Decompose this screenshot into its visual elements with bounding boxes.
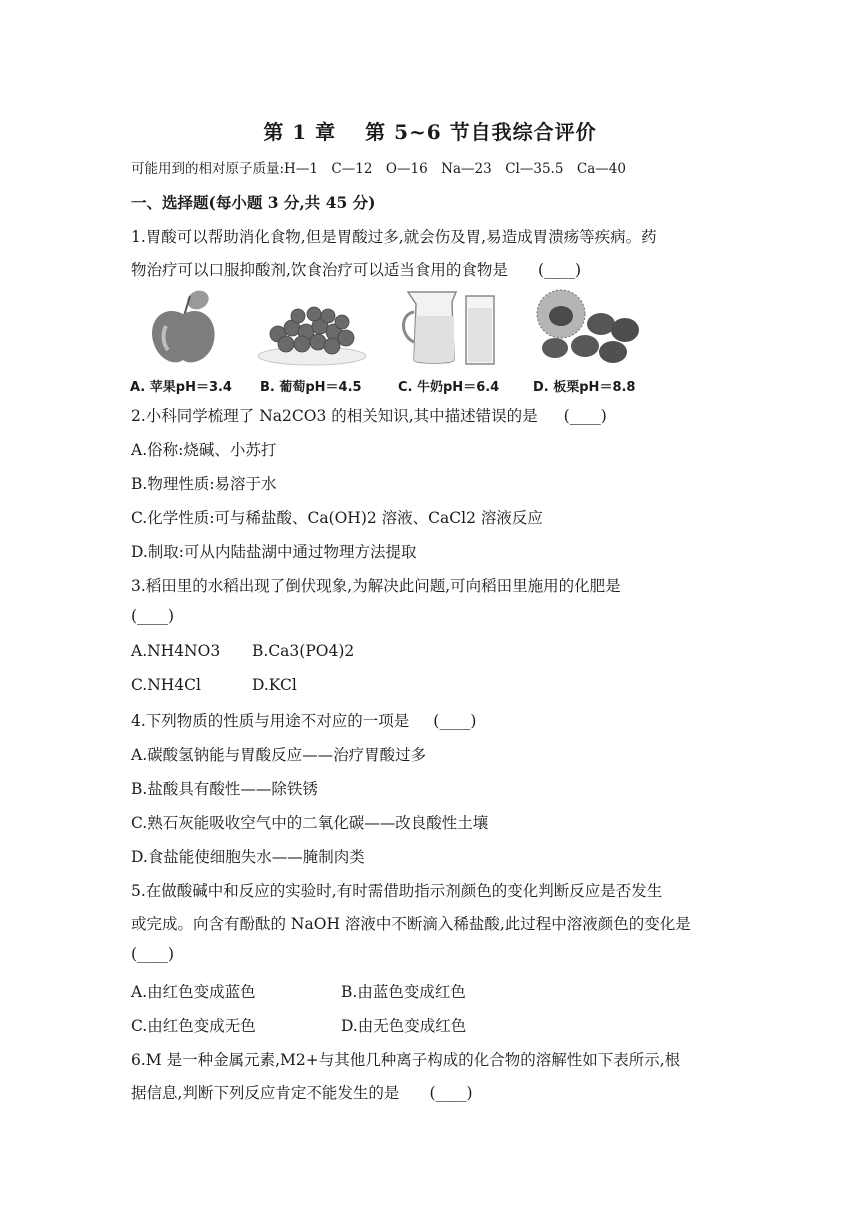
answer-blank[interactable]: (____) — [131, 607, 175, 625]
grapes-icon — [256, 286, 368, 366]
q4-stem — [131, 709, 476, 731]
section-heading: 一、选择题(每小题 3 分,共 45 分) — [131, 193, 376, 212]
q1-stem-text: 物治疗可以口服抑酸剂,饮食治疗可以适当食用的食物是 — [131, 261, 508, 279]
chestnut-icon — [533, 286, 643, 366]
q1-option-images — [128, 286, 648, 396]
answer-blank[interactable]: (____) — [563, 407, 607, 425]
q3-stem: 3.稻田里的水稻出现了倒伏现象,为解决此问题,可向稻田里施用的化肥是 — [131, 577, 621, 595]
q5-option-d[interactable]: D.由无色变成红色 — [341, 1017, 467, 1035]
q3-option-b[interactable]: B.Ca3(PO4)2 — [252, 642, 355, 660]
q2-stem-text: 2.小科同学梳理了 Na2CO3 的相关知识,其中描述错误的是 — [131, 407, 538, 425]
q5-option-b[interactable]: B.由蓝色变成红色 — [341, 983, 466, 1001]
atomic-mass-note: 可能用到的相对原子质量:H—1 C—12 O—16 Na—23 Cl—35.5 Ca—40 — [131, 161, 626, 177]
q4-option-a[interactable]: A.碳酸氢钠能与胃酸反应——治疗胃酸过多 — [131, 746, 427, 764]
q6-stem-line1: 6.M 是一种金属元素,M2+与其他几种离子构成的化合物的溶解性如下表所示,根 — [131, 1051, 681, 1069]
q1-stem-line1: 1.胃酸可以帮助消化食物,但是胃酸过多,就会伤及胃,易造成胃溃疡等疾病。药 — [131, 228, 657, 246]
q5-stem-line1: 5.在做酸碱中和反应的实验时,有时需借助指示剂颜色的变化判断反应是否发生 — [131, 882, 663, 900]
q4-stem-text: 4.下列物质的性质与用途不对应的一项是 — [131, 712, 410, 730]
q1-option-d[interactable]: D. 板栗pH＝8.8 — [533, 380, 636, 395]
answer-blank[interactable]: (____) — [537, 261, 582, 279]
q2-stem — [131, 404, 607, 426]
q1-option-b[interactable]: B. 葡萄pH＝4.5 — [260, 380, 362, 395]
page-title: 第 1 章 第 5~6 节自我综合评价 — [263, 120, 597, 144]
q2-option-b[interactable]: B.物理性质:易溶于水 — [131, 475, 277, 493]
q3-option-a[interactable]: A.NH4NO3 — [131, 642, 221, 660]
q6-stem-text: 据信息,判断下列反应肯定不能发生的是 — [131, 1084, 400, 1102]
q1-stem-line2 — [131, 258, 581, 280]
q3-option-c[interactable]: C.NH4Cl — [131, 676, 201, 694]
q5-stem-line2: 或完成。向含有酚酞的 NaOH 溶液中不断滴入稀盐酸,此过程中溶液颜色的变化是 — [131, 915, 691, 933]
answer-blank[interactable]: (____) — [429, 1084, 473, 1102]
q2-option-a[interactable]: A.俗称:烧碱、小苏打 — [131, 441, 277, 459]
q1-option-c[interactable]: C. 牛奶pH＝6.4 — [398, 380, 500, 395]
q4-option-b[interactable]: B.盐酸具有酸性——除铁锈 — [131, 780, 318, 798]
q2-option-d[interactable]: D.制取:可从内陆盐湖中通过物理方法提取 — [131, 543, 417, 561]
milk-icon — [400, 286, 500, 366]
q5-option-c[interactable]: C.由红色变成无色 — [131, 1017, 256, 1035]
q2-option-c[interactable]: C.化学性质:可与稀盐酸、Ca(OH)2 溶液、CaCl2 溶液反应 — [131, 509, 543, 527]
q6-stem-line2 — [131, 1081, 473, 1103]
apple-icon — [148, 286, 218, 366]
answer-blank[interactable]: (____) — [131, 945, 175, 963]
q4-option-c[interactable]: C.熟石灰能吸收空气中的二氧化碳——改良酸性土壤 — [131, 814, 489, 832]
answer-blank[interactable]: (____) — [433, 712, 477, 730]
q4-option-d[interactable]: D.食盐能使细胞失水——腌制肉类 — [131, 848, 365, 866]
q5-option-a[interactable]: A.由红色变成蓝色 — [131, 983, 256, 1001]
q1-option-a[interactable]: A. 苹果pH＝3.4 — [130, 380, 232, 395]
q3-option-d[interactable]: D.KCl — [252, 676, 297, 694]
